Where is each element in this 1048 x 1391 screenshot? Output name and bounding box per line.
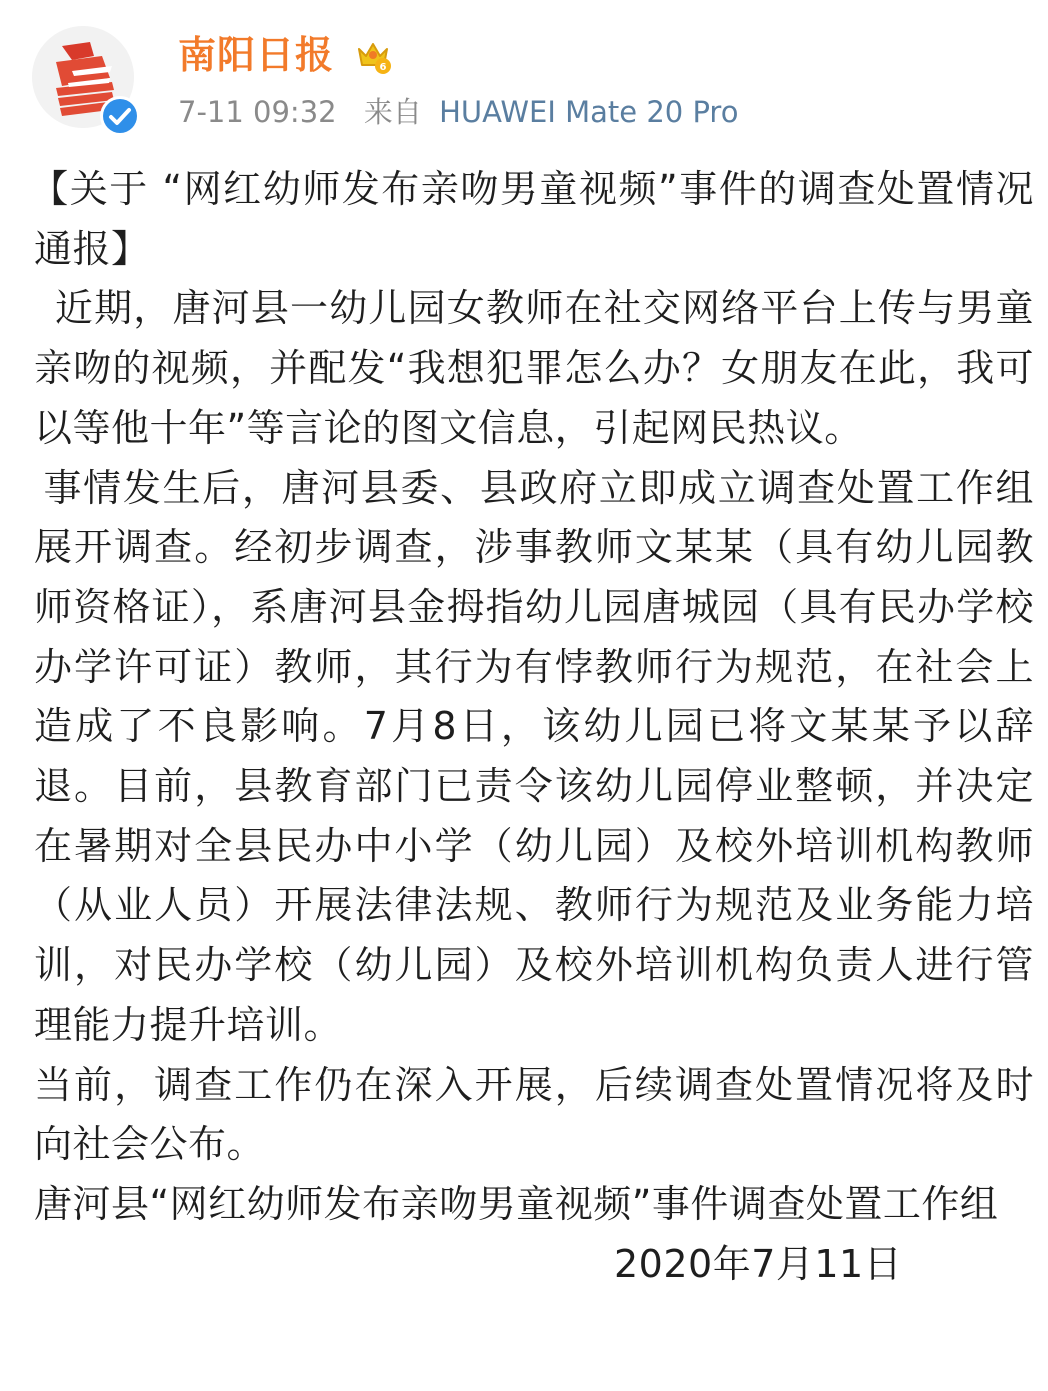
post-meta <box>178 92 738 132</box>
verified-badge <box>100 96 140 136</box>
post-via-label: 来自 <box>363 95 422 129</box>
account-name[interactable]: 南阳日报 <box>178 33 335 77</box>
vip-crown[interactable] <box>352 34 394 76</box>
post-date: 2020年7月11日 <box>614 1241 903 1286</box>
post-paragraph-3: 当前，调查工作仍在深入开展，后续调查处置情况将及时向社会公布。 <box>34 1062 1034 1167</box>
post-device[interactable]: HUAWEI Mate 20 Pro <box>439 95 739 129</box>
post-paragraph-1: 近期，唐河县一幼儿园女教师在社交网络平台上传与男童亲吻的视频，并配发“我想犯罪怎么办？女朋友在此，我可以等他十年”等言论的图文信息，引起网民热议。 <box>34 286 1034 450</box>
vip-crown-icon <box>352 34 394 76</box>
post-body <box>30 160 1034 1294</box>
post-paragraph-2: 事情发生后，唐河县委、县政府立即成立调查处置工作组展开调查。经初步调查，涉事教师文某某（具有幼儿园教师资格证），系唐河县金拇指幼儿园唐城园（具有民办学校办学许可证）教师，其行为有悖教师行为规范，在社会上造成了不良影响。7月8日，该幼儿园已将文某某予以辞退。目前，县教育部门已责令该幼儿园停业整顿，并决定在暑期对全县民办中小学（幼儿园）及校外培训机构教师（从业人员）开展法律法规、教师行为规范及业务能力培训，对民办学校（幼儿园）及校外培训机构负责人进行管理能力提升培训。 <box>34 465 1034 1047</box>
post-title: 【关于 “网红幼师发布亲吻男童视频”事件的调查处置情况通报】 <box>30 167 1034 271</box>
verified-badge-icon <box>100 96 140 136</box>
post-header <box>0 0 1048 150</box>
post-time: 7-11 09:32 <box>178 95 337 129</box>
svg-text:6: 6 <box>379 62 387 73</box>
post-signature: 唐河县“网红幼师发布亲吻男童视频”事件调查处置工作组 <box>34 1181 999 1226</box>
